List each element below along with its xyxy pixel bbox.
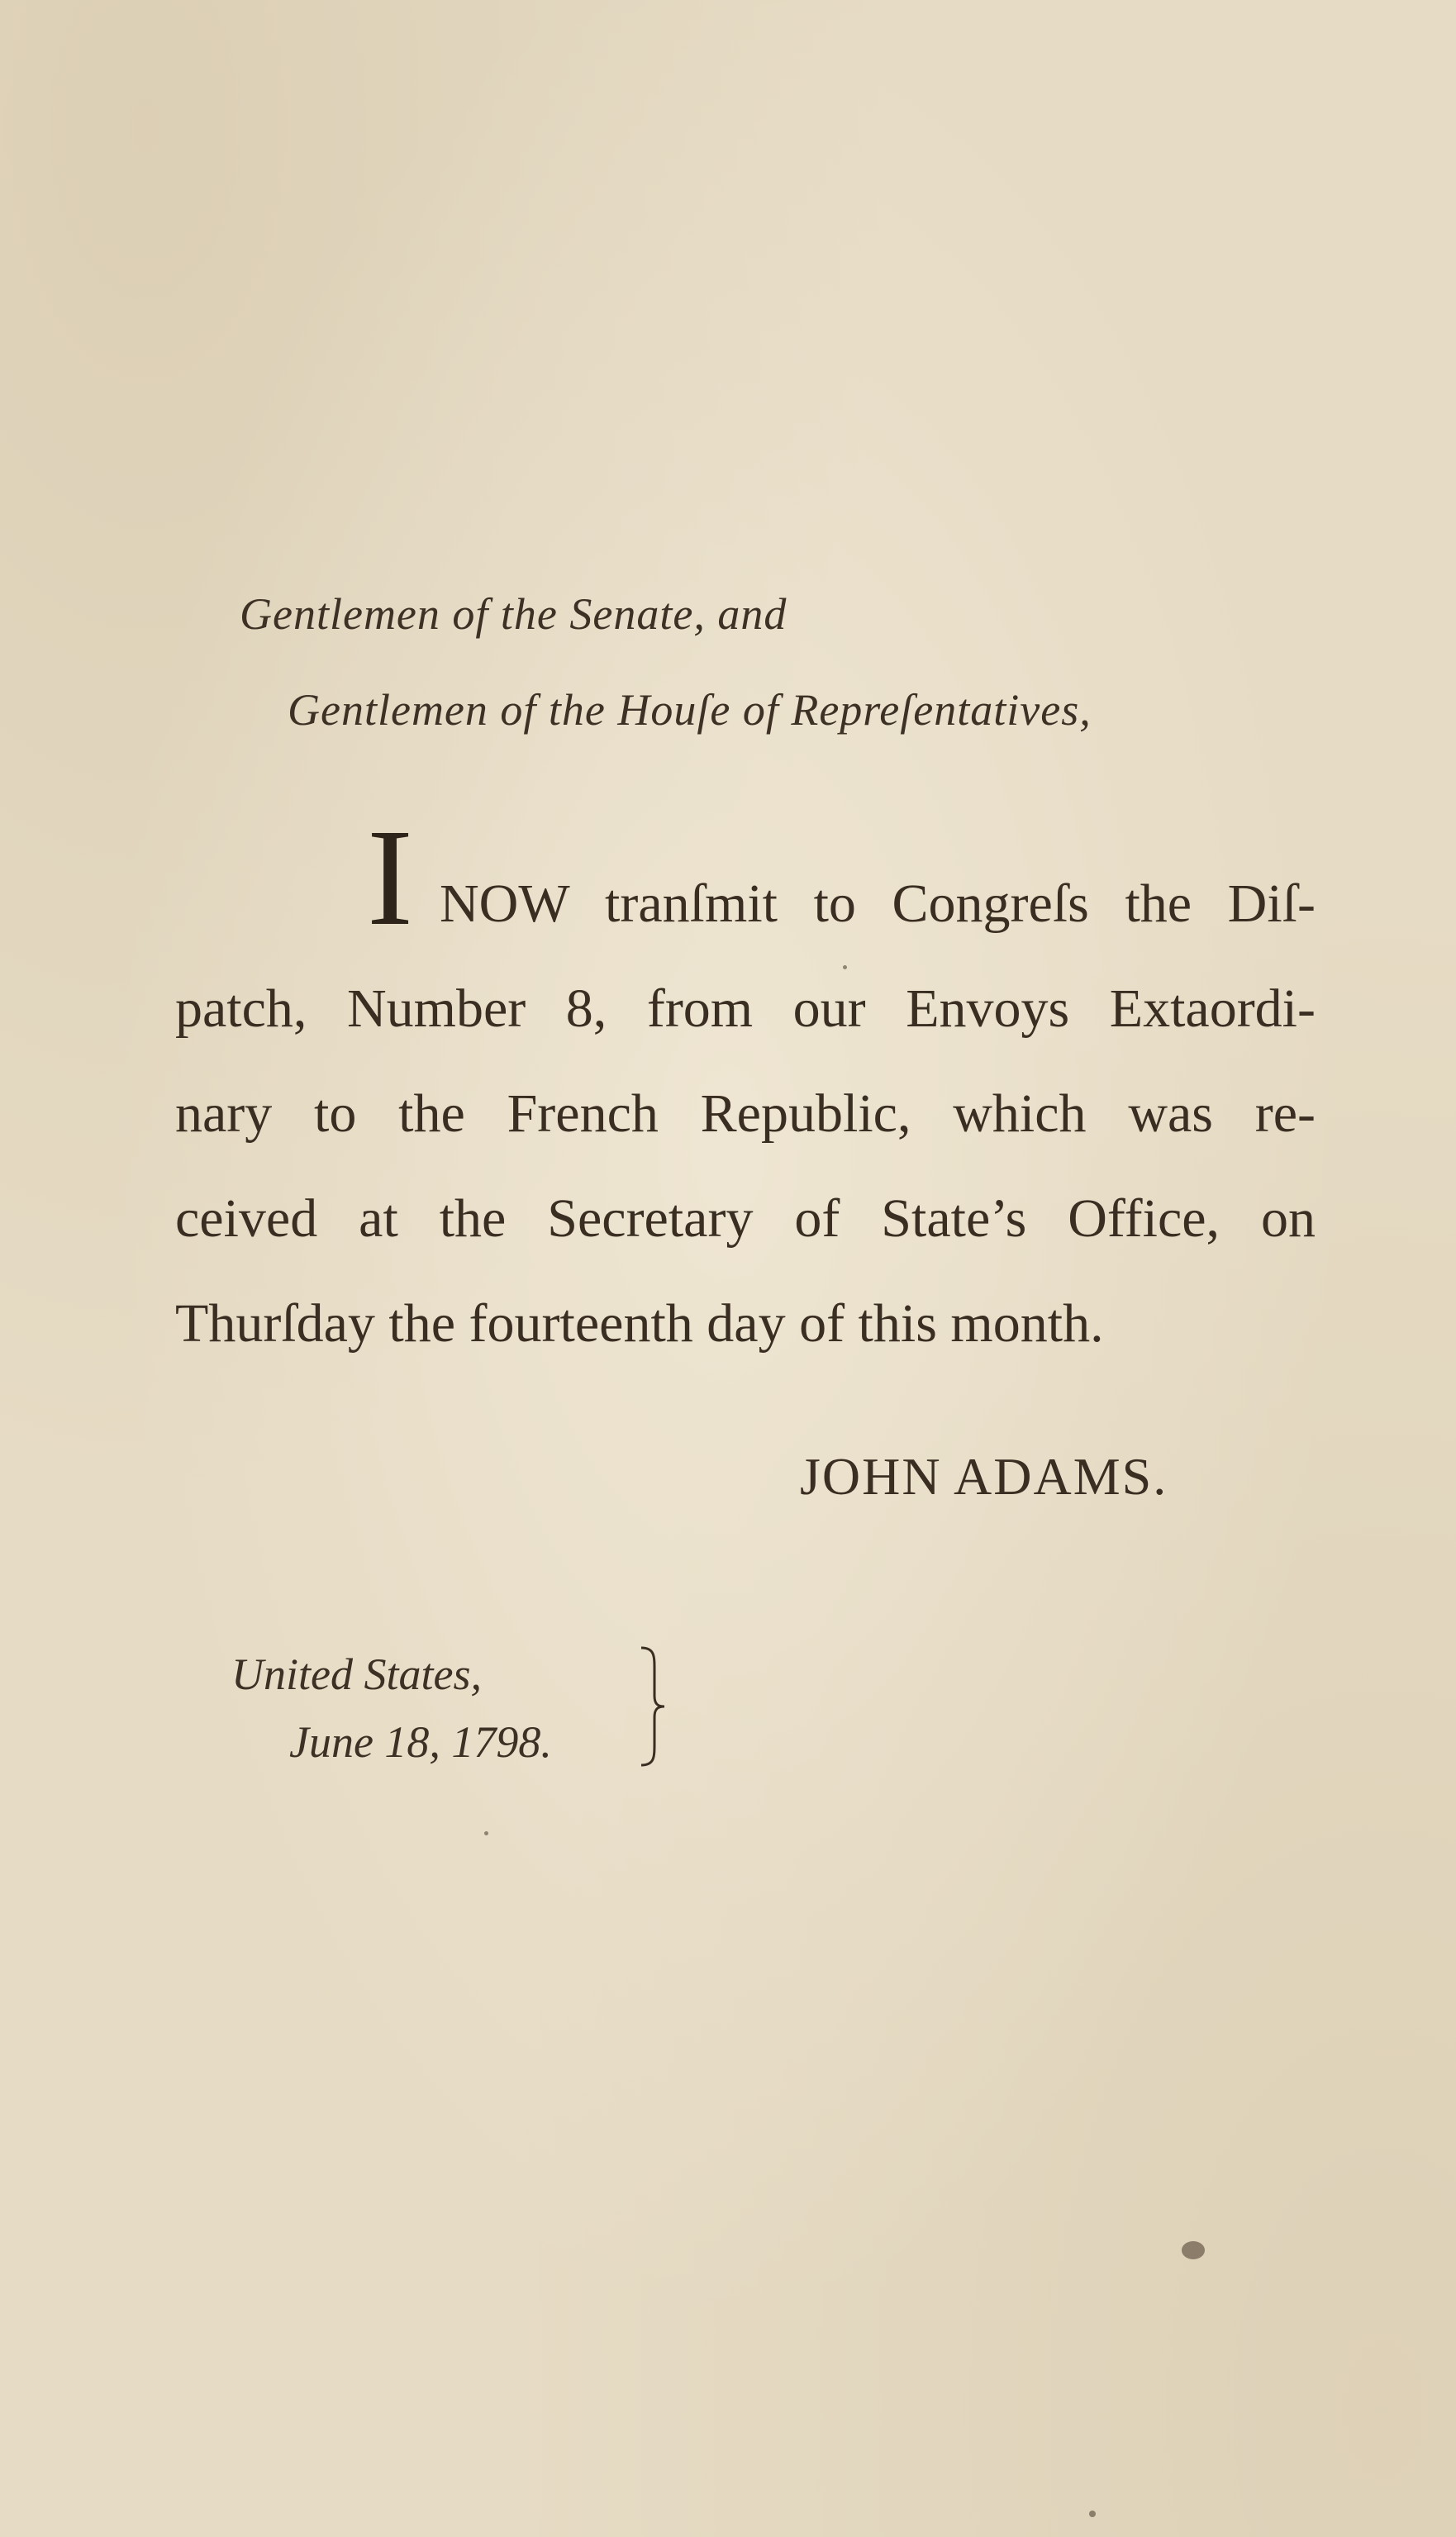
ink-speck (843, 965, 847, 969)
curly-brace-icon (636, 1645, 669, 1768)
ink-spot (1182, 2241, 1205, 2259)
dateline (231, 1640, 552, 1776)
message-line-3: nary to the French Republic, which was re- (175, 1083, 1316, 1144)
salutation-senate: Gentlemen of the Senate, and (240, 589, 787, 639)
message-line-1-text: NOW tranſmit to Congreſs the Diſ- (440, 873, 1316, 934)
signature: JOHN ADAMS. (800, 1447, 1168, 1506)
dateline-place: United States, (231, 1649, 482, 1699)
ink-speck (484, 1831, 488, 1835)
drop-cap: I (367, 801, 413, 954)
message-line-1 (175, 801, 1316, 956)
ink-speck (1089, 2511, 1096, 2517)
message-line-2: patch, Number 8, from our Envoys Extaordi- (175, 978, 1316, 1039)
salutation-house: Gentlemen of the Houſe of Repreſentatives, (288, 685, 1092, 735)
message-line-4: ceived at the Secretary of State’s Office, on (175, 1188, 1316, 1249)
message-body (175, 801, 1316, 1376)
dateline-date: June 18, 1798. (289, 1717, 552, 1767)
message-line-5: Thurſday the fourteenth day of this month. (175, 1293, 1104, 1354)
